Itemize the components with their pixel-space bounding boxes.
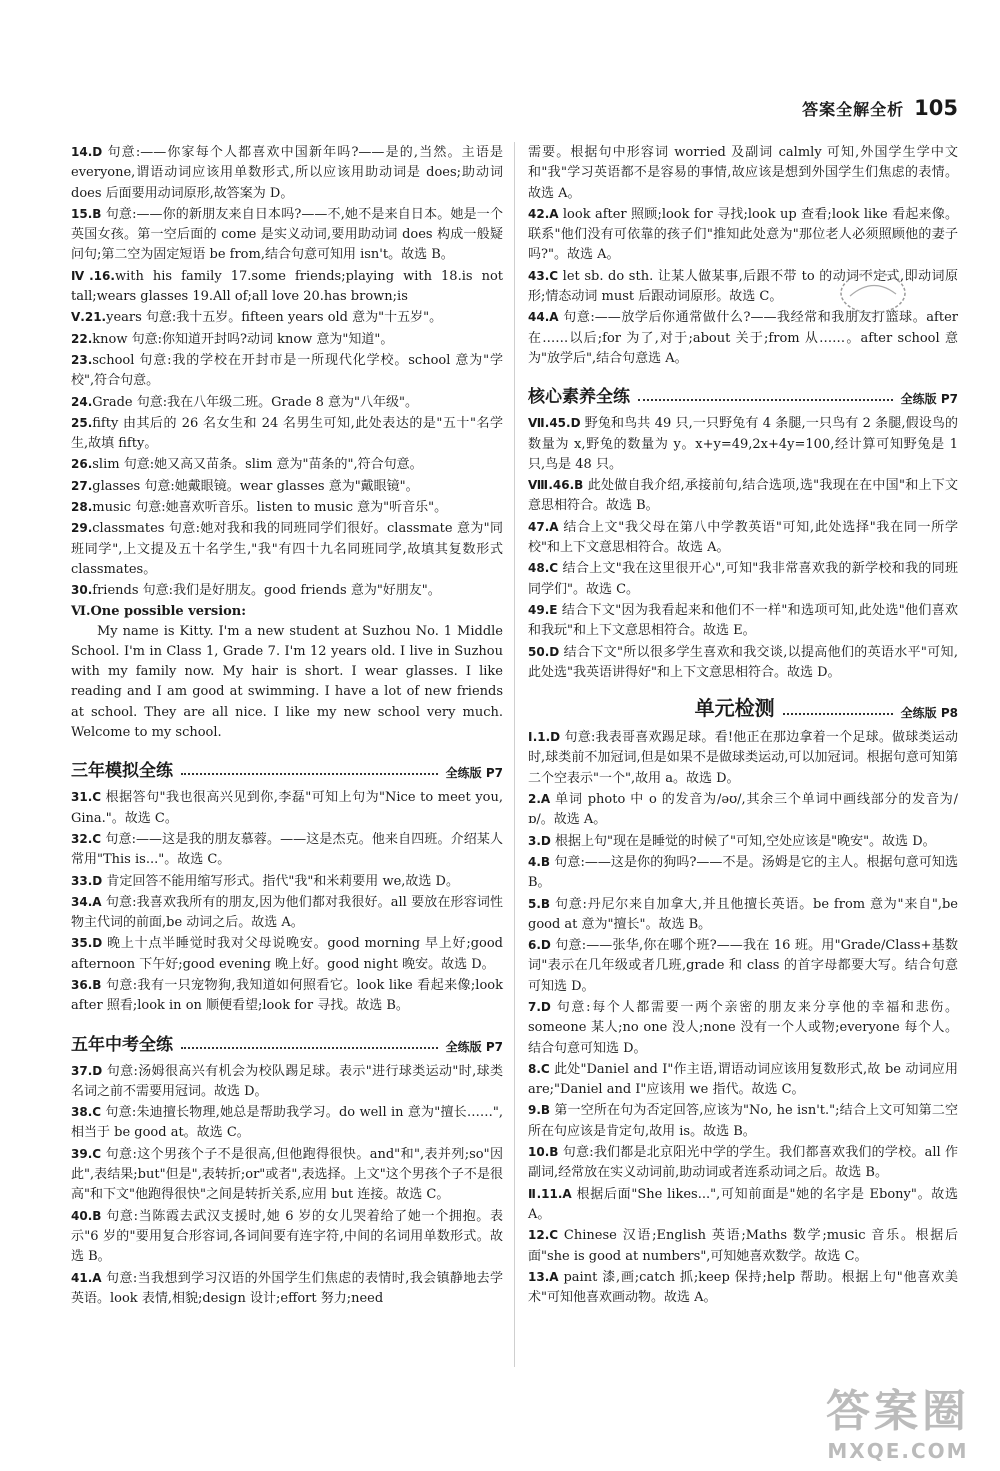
header-title: 答案全解全析 bbox=[802, 100, 905, 119]
answer-number: 48.C bbox=[528, 561, 559, 576]
answer-item bbox=[71, 1268, 503, 1310]
answer-item bbox=[71, 892, 503, 934]
answer-item bbox=[528, 935, 958, 997]
answer-text: 句意:每个人都需要一两个亲密的朋友来分享他的幸福和悲伤。someone 某人;no one 没人;none 没有一个人或物;everyone 每个人。结合句意可知选 D。 bbox=[528, 999, 958, 1056]
answer-text: 第一空所在句为否定回答,应该为"No, he isn't.";结合上文可知第二空所在句应该是肯定句,故用 is。故选 B。 bbox=[528, 1103, 958, 1139]
answer-text: look after 照顾;look for 寻找;look up 查看;look like 看起来像。联系"他们没有可依靠的孩子们"推知此处意为"那位老人必须照顾他的妻子吗?"。故选 A。 bbox=[528, 206, 958, 263]
answer-number: 13.A bbox=[528, 1269, 559, 1284]
watermark-logo: 答案圈 bbox=[826, 1386, 970, 1437]
answer-number: 27. bbox=[71, 478, 93, 493]
answer-number: 8.C bbox=[528, 1061, 550, 1076]
answer-text: 句意:——这是我的朋友慕蓉。——这是杰克。他来自四班。介绍某人常用"This is..."。故选 C。 bbox=[71, 831, 503, 868]
answer-item bbox=[528, 142, 958, 204]
answer-number: 50.D bbox=[528, 644, 560, 659]
section-title: 三年模拟全练 bbox=[71, 761, 173, 782]
answers-45-50 bbox=[528, 413, 958, 683]
answer-number: 22. bbox=[71, 331, 93, 346]
answer-number: 5.B bbox=[528, 896, 551, 911]
answer-number: Ⅰ.1.D bbox=[528, 730, 561, 745]
answer-text: glasses 句意:她戴眼镜。wear glasses 意为"戴眼镜"。 bbox=[92, 478, 419, 494]
answer-text: 单词 photo 中 o 的发音为/əʊ/,其余三个单词中画线部分的发音为/ɒ/。故选 A。 bbox=[528, 792, 958, 828]
answer-item bbox=[71, 1061, 503, 1103]
answer-item bbox=[71, 392, 503, 413]
answer-number: 49.E bbox=[528, 602, 558, 617]
section-hexin bbox=[528, 381, 958, 407]
answer-text: know 句意:你知道开封吗?动词 know 意为"知道"。 bbox=[92, 331, 394, 347]
answer-number: 25. bbox=[71, 415, 93, 430]
answer-text: 句意:汤姆很高兴有机会为校队踢足球。表示"进行球类运动"时,球类名词之前不需要用冠词。故选 D。 bbox=[71, 1063, 503, 1099]
answer-item bbox=[71, 266, 503, 308]
answer-item bbox=[71, 329, 503, 350]
section-sannian bbox=[71, 755, 503, 781]
answer-text: 野兔和鸟共 49 只,一只野兔有 4 条腿,一只鸟有 2 条腿,假设鸟的数量为 x,野兔的数量为 y。x+y=49,2x+4y=100,经计算可知野兔是 1 只,鸟是 48 只。 bbox=[528, 416, 958, 472]
answer-item bbox=[71, 413, 503, 455]
answer-number: 35.D bbox=[71, 936, 103, 951]
page-header bbox=[802, 96, 958, 120]
section-title: 五年中考全练 bbox=[71, 1034, 173, 1055]
answer-number: Ⅶ.45.D bbox=[528, 416, 581, 431]
answer-text: 肯定回答不能用缩写形式。指代"我"和米莉要用 we,故选 D。 bbox=[102, 873, 459, 889]
answer-number: 9.B bbox=[528, 1103, 551, 1118]
answer-text: let sb. do sth. 让某人做某事,后跟不带 to 的动词不定式,即动词原形;情态动词 must 后跟动词原形。故选 C。 bbox=[528, 268, 958, 305]
answer-item bbox=[528, 558, 958, 600]
answer-item bbox=[528, 1225, 958, 1267]
answers-14-30 bbox=[71, 142, 503, 602]
stamp-mark bbox=[838, 270, 908, 316]
answer-item bbox=[71, 454, 503, 475]
section-ref: 全练版 P7 bbox=[900, 392, 958, 407]
answer-number: 23. bbox=[71, 352, 93, 367]
section-title: 单元检测 bbox=[694, 696, 775, 721]
answer-item bbox=[528, 204, 958, 266]
answer-item bbox=[71, 204, 503, 266]
answer-number: 37.D bbox=[71, 1063, 103, 1078]
answer-number: 10.B bbox=[528, 1145, 559, 1160]
left-column bbox=[71, 142, 503, 1309]
answer-text: Grade 句意:我在八年级二班。Grade 8 意为"八年级"。 bbox=[92, 394, 419, 410]
answer-item bbox=[71, 787, 503, 829]
answer-text: 句意:——你的新朋友来自日本吗?——不,她不是来自日本。她是一个英国女孩。第一空后面的 come 是实义动词,要用助动词 does 构成一般疑问句;第二空为固定短语 be from,结合句意可知用 isn't。故选 B。 bbox=[71, 206, 503, 263]
answer-item bbox=[528, 852, 958, 894]
answer-text: fifty 由其后的 26 名女生和 24 名男生可知,此处表达的是"五十"名学生,故填 fifty。 bbox=[71, 415, 503, 452]
answer-item bbox=[528, 894, 958, 936]
answers-31-36 bbox=[71, 787, 503, 1016]
answer-item bbox=[528, 1142, 958, 1184]
answer-number: 28. bbox=[71, 500, 93, 515]
answer-text: years 句意:我十五岁。fifteen years old 意为"十五岁"。 bbox=[106, 310, 443, 326]
answer-number: 26. bbox=[71, 457, 93, 472]
answer-item bbox=[71, 871, 503, 892]
answer-item bbox=[71, 1206, 503, 1268]
answer-text: music 句意:她喜欢听音乐。listen to music 意为"听音乐"。 bbox=[92, 500, 448, 516]
answer-item bbox=[71, 829, 503, 871]
answer-number: 36.B bbox=[71, 977, 102, 992]
section-ref: 全练版 P8 bbox=[900, 706, 958, 721]
answer-number: 34.A bbox=[71, 894, 102, 909]
answer-item bbox=[528, 413, 958, 475]
page-number: 105 bbox=[914, 96, 958, 120]
answer-text: 结合下文"所以很多学生喜欢和我交谈,以提高他们的英语水平"可知,此处选"我英语讲得好"和上下文意思相符合。故选 D。 bbox=[528, 644, 958, 680]
section-danyuan bbox=[528, 695, 958, 721]
dotted-leader bbox=[181, 1047, 438, 1049]
watermark bbox=[826, 1375, 970, 1463]
answer-item bbox=[528, 1184, 958, 1226]
answer-text: classmates 句意:她对我和我的同班同学们很好。classmate 意为"同班同学",上文提及五十名学生,"我"有四十九名同班同学,故填其复数形式 classmates。 bbox=[71, 521, 503, 577]
section-ref: 全练版 P7 bbox=[445, 766, 503, 781]
answer-text: 晚上十点半睡觉时我对父母说晚安。good morning 早上好;good afternoon 下午好;good evening 晚上好。good night 晚安。故选 D。 bbox=[71, 936, 503, 972]
answer-number: 40.B bbox=[71, 1208, 102, 1223]
answers-unit-test bbox=[528, 727, 958, 1308]
section-ref: 全练版 P7 bbox=[445, 1039, 503, 1054]
answer-text: 句意:丹尼尔来自加拿大,并且他擅长英语。be from 意为"来自",be good at 意为"擅长"。故选 B。 bbox=[528, 896, 958, 932]
dotted-leader bbox=[783, 713, 893, 715]
answer-text: 句意:我有一只宠物狗,我知道如何照看它。look like 看起来像;look after 照看;look in on 顺便看望;look for 寻找。故选 B。 bbox=[71, 977, 503, 1014]
answer-number: 4.B bbox=[528, 854, 551, 869]
answer-item bbox=[528, 789, 958, 831]
answer-text: 根据上句"现在是睡觉的时候了"可知,空处应该是"晚安"。故选 D。 bbox=[550, 833, 936, 849]
answers-41-44 bbox=[528, 142, 958, 369]
answer-number: 43.C bbox=[528, 268, 559, 283]
answer-item bbox=[71, 1102, 503, 1144]
answer-text: 句意:我喜欢我所有的朋友,因为他们都对我很好。all 要放在形容词性物主代词的前面,be 动词之后。故选 A。 bbox=[71, 894, 503, 931]
answer-text: 句意:我们都是北京阳光中学的学生。我们都喜欢我们的学校。all 作副词,经常放在实义动词前,助动词或者连系动词之后。故选 B。 bbox=[528, 1145, 958, 1181]
answer-number: 2.A bbox=[528, 792, 551, 807]
answer-number: 38.C bbox=[71, 1105, 102, 1120]
dotted-leader bbox=[181, 773, 438, 775]
answer-number: 14.D bbox=[71, 145, 103, 159]
answer-item bbox=[528, 1059, 958, 1101]
answer-number: 39.C bbox=[71, 1146, 102, 1161]
answer-text: 结合上文"我在这里很开心",可知"我非常喜欢我的新学校和我的同班同学们"。故选 C。 bbox=[528, 561, 958, 597]
answer-text: 句意:——张华,你在哪个班?——我在 16 班。用"Grade/Class+基数词"表示在几年级或者几班,grade 和 class 的首字母都要大写。结合句意可知选 D。 bbox=[528, 938, 958, 994]
answer-item bbox=[528, 831, 958, 852]
answer-item bbox=[528, 475, 958, 517]
answer-text: 根据后面"She likes...",可知前面是"她的名字是 Ebony"。故选 A。 bbox=[528, 1186, 958, 1222]
answer-item bbox=[71, 1144, 503, 1206]
answer-text: slim 句意:她又高又苗条。slim 意为"苗条的",符合句意。 bbox=[92, 457, 423, 473]
section-title: 核心素养全练 bbox=[528, 387, 630, 408]
answer-number: 7.D bbox=[528, 999, 551, 1014]
answer-item bbox=[71, 350, 503, 392]
answer-number: 32.C bbox=[71, 831, 102, 846]
essay-heading: Ⅵ.One possible version: bbox=[71, 603, 247, 619]
column-divider bbox=[514, 142, 515, 1367]
answer-number: Ⅷ.46.B bbox=[528, 478, 584, 493]
answer-number: Ⅴ.21. bbox=[71, 310, 107, 325]
answer-text: 句意:我表哥喜欢踢足球。看!他正在那边拿着一个足球。做球类运动时,球类前不加冠词,但是如果不是做球类运动,可以加冠词。根据句意可知第二个空表示"一个",故用 a。故选 D。 bbox=[528, 730, 958, 786]
answer-item bbox=[528, 1100, 958, 1142]
answers-37-41 bbox=[71, 1061, 503, 1310]
right-column bbox=[528, 142, 958, 1308]
essay-text: My name is Kitty. I'm a new student at Suzhou No. 1 Middle School. I'm in Class 1, Grade 7. I'm 12 years old. I live in Suzhou with my family now. My hair is short. I wear glasses. I like reading and I am good at swimming. I have a lot of new friends at school. They are all nice. I like my new school very much. Welcome to my school. bbox=[71, 623, 503, 741]
answer-number: 15.B bbox=[71, 206, 102, 221]
answer-item bbox=[71, 933, 503, 975]
answer-number: 6.D bbox=[528, 938, 551, 953]
answer-number: Ⅱ.11.A bbox=[528, 1186, 572, 1201]
answer-text: 结合下文"因为我看起来和他们不一样"和选项可知,此处选"他们喜欢和我玩"和上下文意思相符合。故选 E。 bbox=[528, 602, 958, 639]
answer-number: 41.A bbox=[71, 1270, 102, 1285]
answer-number: 30. bbox=[71, 583, 93, 598]
answer-number: 31.C bbox=[71, 790, 102, 805]
answer-text: 句意:这个男孩个子不是很高,但他跑得很快。and"和",表并列;so"因此",表结果;but"但是",表转折;or"或者",表选择。上文"这个男孩个子不是很高"和下文"他跑得很快"之间是转折关系,应用 but 连接。故选 C。 bbox=[71, 1146, 503, 1203]
answer-text: 句意:——你家每个人都喜欢中国新年吗?——是的,当然。主语是 everyone,谓语动词应该用单数形式,所以应该用助动词是 does;助动词 does 后面要用动词原形,故答案为 D。 bbox=[71, 145, 503, 201]
answer-text: with his family 17.some friends;playing with 18.is not tall;wears glasses 19.All of;all love 20.has brown;is bbox=[71, 268, 504, 305]
answer-item bbox=[71, 142, 503, 204]
answer-number: 29. bbox=[71, 521, 93, 536]
answer-text: 句意:朱迪擅长物理,她总是帮助我学习。do well in 意为"擅长……",相当于 be good at。故选 C。 bbox=[71, 1105, 503, 1141]
answer-text: 此处"Daniel and I"作主语,谓语动词应该用复数形式,故 be 动词应用 are;"Daniel and I"应该用 we 指代。故选 C。 bbox=[528, 1061, 958, 1098]
answer-item bbox=[528, 997, 958, 1059]
answer-text: 此处做自我介绍,承接前句,结合选项,选"我现在在中国"和上下文意思相符合。故选 B。 bbox=[528, 478, 958, 514]
answer-text: 句意:——这是你的狗吗?——不是。汤姆是它的主人。根据句意可知选 B。 bbox=[528, 854, 958, 891]
answer-text: friends 句意:我们是好朋友。good friends 意为"好朋友"。 bbox=[92, 583, 441, 599]
answer-number: 44.A bbox=[528, 310, 559, 325]
answer-item bbox=[71, 476, 503, 497]
answer-item bbox=[71, 518, 503, 580]
answer-item bbox=[528, 307, 958, 369]
answer-item bbox=[71, 580, 503, 601]
answer-item bbox=[528, 727, 958, 789]
section-wunian bbox=[71, 1029, 503, 1055]
answer-text: Chinese 汉语;English 英语;Maths 数学;music 音乐。根据后面"she is good at numbers",可知她喜欢数学。故选 C。 bbox=[528, 1228, 958, 1264]
answer-text: 句意:——放学后你通常做什么?——我经常和我朋友打篮球。after 在……以后;for 为了,对于;about 关于;from 从……。after school 意为"放学后",结合句意选 A。 bbox=[528, 310, 958, 366]
answer-item bbox=[528, 1267, 958, 1309]
answer-item bbox=[71, 307, 503, 328]
answer-number: Ⅳ.16. bbox=[71, 268, 115, 283]
answer-number: 3.D bbox=[528, 833, 551, 848]
answer-number: 24. bbox=[71, 394, 93, 409]
answer-text: 根据答句"我也很高兴见到你,李磊"可知上句为"Nice to meet you, Gina."。故选 C。 bbox=[71, 790, 503, 826]
answer-number: 47.A bbox=[528, 519, 559, 534]
answer-item bbox=[528, 600, 958, 642]
watermark-url: MXQE.COM bbox=[827, 1439, 969, 1463]
answer-text: 句意:当我想到学习汉语的外国学生们焦虑的表情时,我会镇静地去学英语。look 表情,相貌;design 设计;effort 努力;need bbox=[71, 1270, 503, 1306]
answer-item bbox=[71, 497, 503, 518]
answer-text: 句意:当陈霞去武汉支援时,她 6 岁的女儿哭着给了她一个拥抱。表示"6 岁的"要用复合形容词,各词间要有连字符,中间的名词用单数形式。故选 B。 bbox=[71, 1208, 503, 1265]
answer-text: 结合上文"我父母在第八中学教英语"可知,此处选择"我在同一所学校"和上下文意思相符合。故选 A。 bbox=[528, 519, 958, 556]
answer-text: school 句意:我的学校在开封市是一所现代化学校。school 意为"学校",符合句意。 bbox=[71, 352, 503, 389]
dotted-leader bbox=[638, 399, 893, 401]
answer-text: 需要。根据句中形容词 worried 及副词 calmly 可知,外国学生学中文和"我"学习英语都不是容易的事情,故应该是想到外国学生们焦虑的表情。故选 A。 bbox=[528, 145, 958, 201]
answer-item bbox=[528, 642, 958, 684]
answer-number: 42.A bbox=[528, 206, 559, 221]
answer-number: 12.C bbox=[528, 1228, 559, 1243]
answer-item bbox=[71, 975, 503, 1017]
answer-number: 33.D bbox=[71, 873, 103, 888]
answer-text: paint 漆,画;catch 抓;keep 保持;help 帮助。根据上句"他喜欢美术"可知他喜欢画动物。故选 A。 bbox=[528, 1269, 958, 1306]
answer-item bbox=[528, 517, 958, 559]
